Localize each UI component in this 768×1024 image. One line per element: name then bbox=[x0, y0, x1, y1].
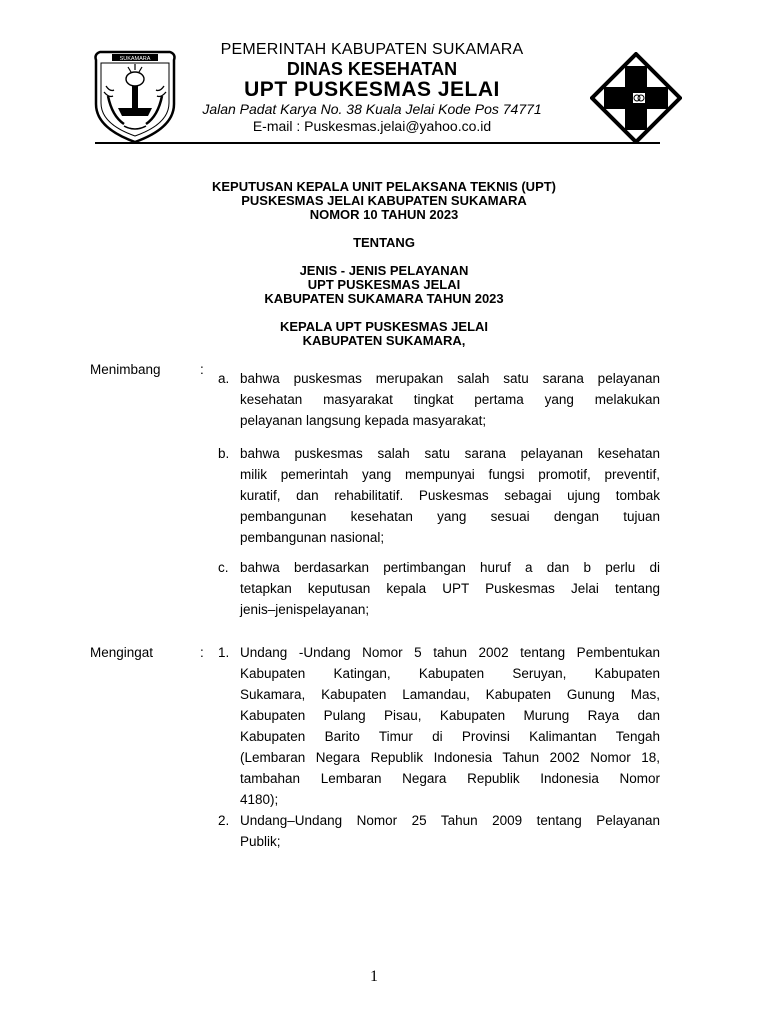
mengingat-label: Mengingat bbox=[90, 645, 154, 660]
paragraph-line: bahwa puskesmas salah satu sarana pelayanan kesehatan bbox=[240, 446, 660, 461]
decree-subject-line3: KABUPATEN SUKAMARA TAHUN 2023 bbox=[264, 291, 504, 306]
page-number: 1 bbox=[370, 968, 378, 985]
letterhead-address: Jalan Padat Karya No. 38 Kuala Jelai Kode Pos 74771 bbox=[202, 101, 542, 117]
menimbang-item-marker: b. bbox=[218, 446, 230, 461]
paragraph-line: Undang–Undang Nomor 25 Tahun 2009 tentang Pelayanan bbox=[240, 813, 660, 828]
letterhead-email: E-mail : Puskesmas.jelai@yahoo.co.id bbox=[252, 118, 492, 134]
paragraph-line: bahwa puskesmas merupakan salah satu sarana pelayanan bbox=[240, 371, 660, 386]
paragraph-line: pelayanan langsung kepada masyarakat; bbox=[240, 413, 487, 428]
paragraph-line: 4180); bbox=[240, 792, 279, 807]
paragraph-line: tambahan Lembaran Negara Republik Indonesia Nomor bbox=[240, 771, 660, 786]
decree-title-line1: KEPUTUSAN KEPALA UNIT PELAKSANA TEKNIS (UPT) bbox=[211, 179, 557, 194]
paragraph-line: Publik; bbox=[240, 834, 281, 849]
puskesmas-cross-icon bbox=[590, 52, 682, 144]
mengingat-item-2 bbox=[240, 810, 660, 852]
letterhead-institution: UPT PUSKESMAS JELAI bbox=[244, 78, 500, 101]
mengingat-item-marker: 2. bbox=[218, 813, 230, 828]
paragraph-line: Sukamara, Kabupaten Lamandau, Kabupaten Gunung Mas, bbox=[240, 687, 660, 702]
menimbang-colon: : bbox=[200, 362, 204, 377]
paragraph-line: milik pemerintah yang mempunyai fungsi promotif, preventif, bbox=[240, 467, 660, 482]
menimbang-item-c bbox=[240, 557, 660, 620]
decree-number: NOMOR 10 TAHUN 2023 bbox=[309, 207, 459, 222]
paragraph-line: Kabupaten Pulang Pisau, Kabupaten Murung Raya dan bbox=[240, 708, 660, 723]
crest-banner-text: SUKAMARA bbox=[119, 56, 151, 62]
decree-subject-line1: JENIS - JENIS PELAYANAN bbox=[299, 263, 469, 278]
menimbang-label: Menimbang bbox=[90, 362, 161, 377]
paragraph-line: Undang -Undang Nomor 5 tahun 2002 tentang Pembentukan bbox=[240, 645, 660, 660]
menimbang-item-marker: c. bbox=[218, 560, 229, 575]
regency-crest-icon bbox=[90, 46, 180, 146]
menimbang-item-b bbox=[240, 443, 660, 548]
letterhead-department: DINAS KESEHATAN bbox=[286, 59, 458, 79]
decree-about: TENTANG bbox=[353, 235, 415, 250]
paragraph-line: jenis–jenispelayanan; bbox=[240, 602, 370, 617]
paragraph-line: kuratif, dan rehabilitatif. Puskesmas sebagai ujung tombak bbox=[240, 488, 660, 503]
paragraph-line: Kabupaten Barito Timur di Provinsi Kalimantan Tengah bbox=[240, 729, 660, 744]
mengingat-colon: : bbox=[200, 645, 204, 660]
decree-issuer-line1: KEPALA UPT PUSKESMAS JELAI bbox=[279, 319, 489, 334]
paragraph-line: bahwa berdasarkan pertimbangan huruf a dan b perlu di bbox=[240, 560, 660, 575]
paragraph-line: pembangunan kesehatan yang sesuai dengan tujuan bbox=[240, 509, 660, 524]
menimbang-item-marker: a. bbox=[218, 371, 230, 386]
paragraph-line: Kabupaten Katingan, Kabupaten Seruyan, Kabupaten bbox=[240, 666, 660, 681]
paragraph-line: tetapkan keputusan kepala UPT Puskesmas Jelai tentang bbox=[240, 581, 660, 596]
decree-title-line2: PUSKESMAS JELAI KABUPATEN SUKAMARA bbox=[241, 193, 527, 208]
paragraph-line: (Lembaran Negara Republik Indonesia Tahun 2002 Nomor 18, bbox=[240, 750, 660, 765]
decree-issuer-line2: KABUPATEN SUKAMARA, bbox=[302, 333, 466, 348]
mengingat-item-marker: 1. bbox=[218, 645, 230, 660]
mengingat-item-1 bbox=[240, 642, 660, 810]
menimbang-item-a bbox=[240, 368, 660, 431]
decree-subject-line2: UPT PUSKESMAS JELAI bbox=[307, 277, 461, 292]
paragraph-line: pembangunan nasional; bbox=[240, 530, 385, 545]
letterhead-government: PEMERINTAH KABUPATEN SUKAMARA bbox=[220, 41, 524, 58]
paragraph-line: kesehatan masyarakat tingkat pertama yang melakukan bbox=[240, 392, 660, 407]
letterhead-divider bbox=[95, 142, 660, 144]
